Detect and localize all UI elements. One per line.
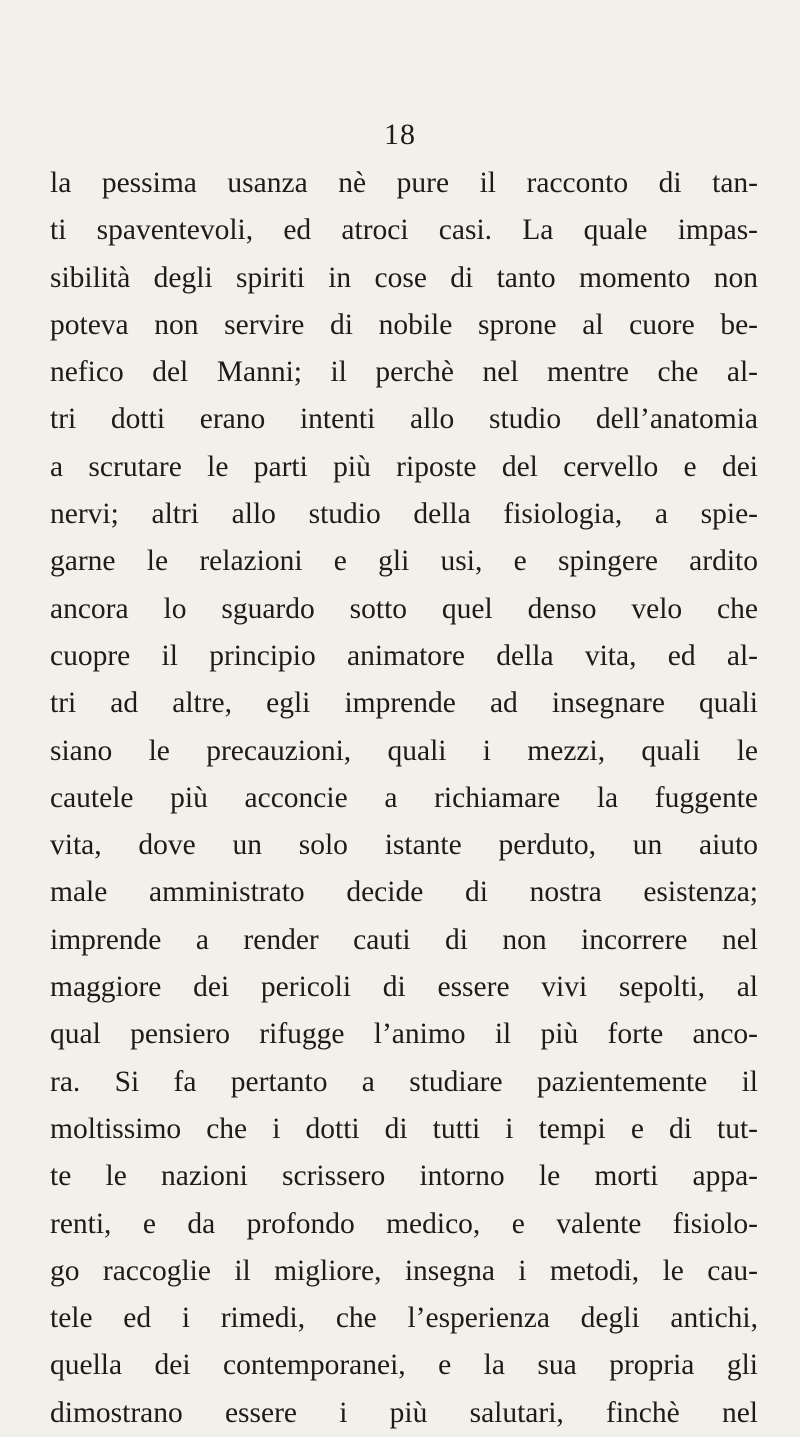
- text-line: tri ad altre, egli imprende ad insegnare quali: [50, 687, 758, 720]
- text-line: ti spaventevoli, ed atroci casi. La quale impas-: [50, 214, 758, 247]
- text-line: nervi; altri allo studio della fisiologia, a spie-: [50, 498, 758, 531]
- text-line: a scrutare le parti più riposte del cervello e dei: [50, 450, 758, 483]
- text-line: poteva non servire di nobile sprone al cuore be-: [50, 308, 758, 341]
- text-line: dimostrano essere i più salutari, finchè nel: [50, 1396, 758, 1429]
- text-line: garne le relazioni e gli usi, e spingere ardito: [50, 545, 758, 578]
- text-line: ancora lo sguardo sotto quel denso velo che: [50, 592, 758, 625]
- text-line: maggiore dei pericoli di essere vivi sepolti, al: [50, 971, 758, 1004]
- text-line: nefico del Manni; il perchè nel mentre che al-: [50, 356, 758, 389]
- text-line: tri dotti erano intenti allo studio dell’anatomia: [50, 403, 758, 436]
- text-line: go raccoglie il migliore, insegna i metodi, le cau-: [50, 1254, 758, 1287]
- text-line: cautele più acconcie a richiamare la fuggente: [50, 781, 758, 814]
- text-line: qual pensiero rifugge l’animo il più forte anco-: [50, 1018, 758, 1051]
- text-line: siano le precauzioni, quali i mezzi, quali le: [50, 734, 758, 767]
- text-line: quella dei contemporanei, e la sua propria gli: [50, 1349, 758, 1382]
- page-number: 18: [384, 118, 416, 151]
- text-line: renti, e da profondo medico, e valente fisiolo-: [50, 1207, 758, 1240]
- text-line: te le nazioni scrissero intorno le morti appa-: [50, 1160, 758, 1193]
- text-line: imprende a render cauti di non incorrere nel: [50, 923, 758, 956]
- text-line: ra. Si fa pertanto a studiare pazientemente il: [50, 1065, 758, 1098]
- text-line: male amministrato decide di nostra esistenza;: [50, 876, 758, 909]
- text-line: tele ed i rimedi, che l’esperienza degli antichi,: [50, 1302, 758, 1335]
- text-line: la pessima usanza nè pure il racconto di tan-: [50, 167, 758, 199]
- text-line: cuopre il principio animatore della vita, ed al-: [50, 639, 758, 672]
- body-text: [50, 160, 758, 1437]
- text-line: sibilità degli spiriti in cose di tanto momento non: [50, 261, 758, 294]
- text-line: vita, dove un solo istante perduto, un aiuto: [50, 829, 758, 862]
- text-line: moltissimo che i dotti di tutti i tempi e di tut-: [50, 1112, 758, 1145]
